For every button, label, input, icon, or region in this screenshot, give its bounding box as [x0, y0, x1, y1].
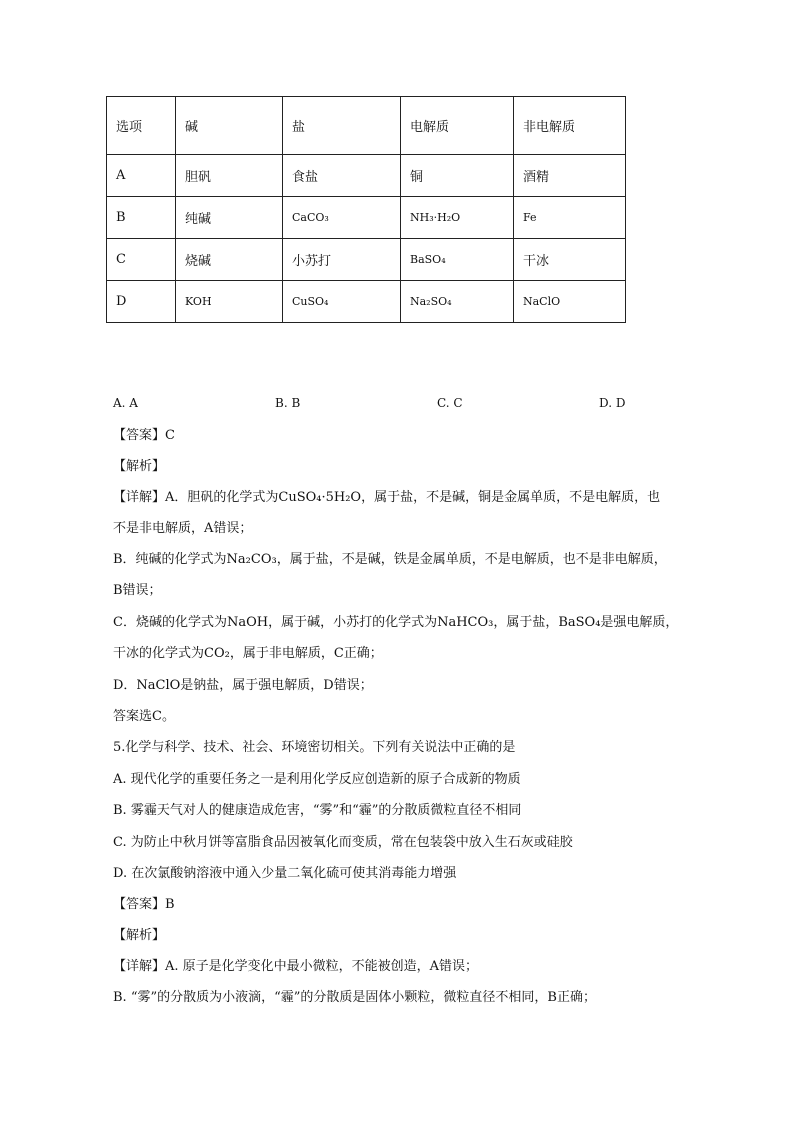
q5-analysis-heading: 【解析】: [113, 928, 166, 943]
table-cell: KOH: [176, 281, 283, 323]
header-electrolyte: 电解质: [401, 97, 514, 155]
table-cell: 烧碱: [176, 239, 283, 281]
q4-detail-line: D．NaClO是钠盐，属于强电解质，D错误；: [113, 678, 373, 693]
table-cell: BaSO₄: [401, 239, 514, 281]
q4-analysis-heading: 【解析】: [113, 459, 166, 474]
q5-option-c: C. 为防止中秋月饼等富脂食品因被氧化而变质，常在包装袋中放入生石灰或硅胶: [113, 835, 573, 850]
table-row: [107, 239, 626, 281]
table-row: [107, 197, 626, 239]
q4-option-d: D. D: [599, 396, 626, 410]
table-cell: NH₃·H₂O: [401, 197, 514, 239]
q5-option-a: A. 现代化学的重要任务之一是利用化学反应创造新的原子合成新的物质: [113, 772, 521, 787]
table-cell: B: [107, 197, 176, 239]
header-salt: 盐: [283, 97, 401, 155]
q4-detail-line: 干冰的化学式为CO₂，属于非电解质，C正确；: [113, 646, 383, 661]
table-cell: 铜: [401, 155, 514, 197]
table-cell: 干冰: [514, 239, 626, 281]
table-cell: A: [107, 155, 176, 197]
q4-answer: 【答案】C: [113, 428, 175, 443]
q4-option-c: C. C: [437, 396, 463, 410]
q4-detail-line: B．纯碱的化学式为Na₂CO₃，属于盐，不是碱，铁是金属单质，不是电解质，也不是非电解质，: [113, 552, 667, 567]
q4-detail-line: B错误；: [113, 583, 162, 598]
table-cell: 酒精: [514, 155, 626, 197]
table-cell: 小苏打: [283, 239, 401, 281]
header-option: 选项: [107, 97, 176, 155]
table-cell: CaCO₃: [283, 197, 401, 239]
table-cell: 纯碱: [176, 197, 283, 239]
table-row: [107, 281, 626, 323]
q5-answer: 【答案】B: [113, 897, 175, 912]
classification-table: [106, 96, 626, 323]
table-cell: NaClO: [514, 281, 626, 323]
q4-detail-line: 不是非电解质，A错误；: [113, 521, 253, 536]
q4-option-a: A. A: [113, 396, 138, 410]
q5-detail-line: B. “雾”的分散质为小液滴，“霾”的分散质是固体小颗粒，微粒直径不相同，B正确；: [113, 990, 596, 1005]
table-cell: 胆矾: [176, 155, 283, 197]
table-cell: Fe: [514, 197, 626, 239]
table-cell: Na₂SO₄: [401, 281, 514, 323]
q5-option-b: B. 雾霾天气对人的健康造成危害，“雾”和“霾”的分散质微粒直径不相同: [113, 803, 522, 818]
table-cell: C: [107, 239, 176, 281]
table-cell: D: [107, 281, 176, 323]
q4-conclusion: 答案选C。: [113, 709, 175, 724]
table-cell: CuSO₄: [283, 281, 401, 323]
q4-option-b: B. B: [275, 396, 301, 410]
q5-stem: 5.化学与科学、技术、社会、环境密切相关。下列有关说法中正确的是: [113, 740, 516, 755]
table-header-row: [107, 97, 626, 155]
header-nonelectrolyte: 非电解质: [514, 97, 626, 155]
q4-detail-line: 【详解】A．胆矾的化学式为CuSO₄·5H₂O，属于盐，不是碱，铜是金属单质，不是电解质，也: [113, 490, 661, 505]
header-base: 碱: [176, 97, 283, 155]
q5-detail-line: 【详解】A. 原子是化学变化中最小微粒，不能被创造，A错误；: [113, 959, 479, 974]
q5-option-d: D. 在次氯酸钠溶液中通入少量二氧化硫可使其消毒能力增强: [113, 866, 457, 881]
table-row: [107, 155, 626, 197]
table-cell: 食盐: [283, 155, 401, 197]
q4-detail-line: C．烧碱的化学式为NaOH，属于碱，小苏打的化学式为NaHCO₃，属于盐，BaSO₄是强电解质，: [113, 615, 679, 630]
